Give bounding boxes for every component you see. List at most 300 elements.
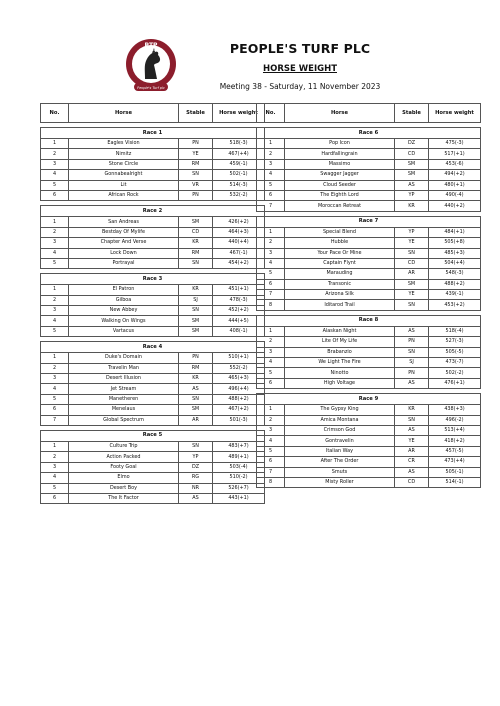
header-weight: Horse weight bbox=[429, 104, 481, 123]
cell-stable: SN bbox=[179, 170, 213, 180]
cell-stable: SM bbox=[395, 159, 429, 169]
cell-weight: 505(+8) bbox=[429, 238, 481, 248]
cell-weight: 484(+1) bbox=[429, 227, 481, 237]
svg-text:EST. 2000: EST. 2000 bbox=[146, 50, 156, 52]
cell-weight: 514(-3) bbox=[213, 180, 265, 190]
table-row bbox=[41, 227, 265, 237]
cell-horse: Gilboa bbox=[69, 295, 179, 305]
cell-no: 8 bbox=[257, 300, 285, 310]
cell-horse: Pop Icon bbox=[285, 139, 395, 149]
cell-no: 4 bbox=[41, 248, 69, 258]
cell-no: 3 bbox=[257, 248, 285, 258]
cell-weight: 453(-6) bbox=[429, 159, 481, 169]
cell-no: 8 bbox=[257, 477, 285, 487]
cell-weight: 408(-1) bbox=[213, 326, 265, 336]
ptp-logo bbox=[124, 38, 178, 96]
cell-horse: Crimson God bbox=[285, 425, 395, 435]
cell-weight: 514(-1) bbox=[429, 477, 481, 487]
cell-weight: 467(+4) bbox=[213, 149, 265, 159]
cell-no: 5 bbox=[257, 269, 285, 279]
cell-horse: Duke's Domain bbox=[69, 353, 179, 363]
cell-stable: PN bbox=[179, 139, 213, 149]
cell-weight: 526(+7) bbox=[213, 483, 265, 493]
header-stable: Stable bbox=[395, 104, 429, 123]
cell-horse: Lit bbox=[69, 180, 179, 190]
cell-horse: Walking On Wings bbox=[69, 316, 179, 326]
meeting-info: Meeting 38 - Saturday, 11 November 2023 bbox=[219, 82, 381, 91]
cell-weight: 467(+2) bbox=[213, 405, 265, 415]
cell-no: 2 bbox=[41, 295, 69, 305]
table-row bbox=[257, 368, 481, 378]
race-header-row bbox=[257, 394, 481, 405]
header-weight: Horse weight bbox=[213, 104, 265, 123]
table-row bbox=[257, 358, 481, 368]
cell-weight: 488(+2) bbox=[429, 279, 481, 289]
cell-horse: Arizona Silk bbox=[285, 290, 395, 300]
cell-no: 1 bbox=[41, 139, 69, 149]
cell-horse: Jet Stream bbox=[69, 384, 179, 394]
cell-stable: SM bbox=[179, 316, 213, 326]
table-row bbox=[257, 477, 481, 487]
cell-stable: PN bbox=[179, 353, 213, 363]
cell-weight: 418(+2) bbox=[429, 436, 481, 446]
cell-horse: Bestday Of Mylife bbox=[69, 227, 179, 237]
table-row bbox=[257, 139, 481, 149]
cell-no: 3 bbox=[257, 159, 285, 169]
cell-no: 1 bbox=[257, 139, 285, 149]
cell-no: 5 bbox=[41, 258, 69, 268]
cell-no: 3 bbox=[41, 238, 69, 248]
cell-stable: SN bbox=[395, 415, 429, 425]
cell-stable: YE bbox=[395, 436, 429, 446]
cell-no: 1 bbox=[257, 326, 285, 336]
cell-no: 6 bbox=[257, 279, 285, 289]
cell-stable: AR bbox=[395, 446, 429, 456]
cell-weight: 476(+1) bbox=[429, 378, 481, 388]
cell-horse: Gontravelin bbox=[285, 436, 395, 446]
cell-horse: Elmo bbox=[69, 473, 179, 483]
table-row bbox=[41, 295, 265, 305]
table-header-row bbox=[257, 104, 481, 123]
cell-stable: YP bbox=[395, 227, 429, 237]
race-title: Race 4 bbox=[41, 342, 265, 353]
cell-weight: 459(-1) bbox=[213, 159, 265, 169]
table-row bbox=[257, 415, 481, 425]
cell-stable: CD bbox=[179, 227, 213, 237]
cell-stable: AR bbox=[395, 269, 429, 279]
cell-stable: SN bbox=[179, 441, 213, 451]
cell-no: 4 bbox=[257, 170, 285, 180]
race-header-row bbox=[41, 206, 265, 217]
table-row bbox=[41, 441, 265, 451]
cell-horse: Iditarod Trail bbox=[285, 300, 395, 310]
cell-horse: Manetheren bbox=[69, 394, 179, 404]
cell-horse: Lite Of My Life bbox=[285, 337, 395, 347]
cell-weight: 532(-2) bbox=[213, 190, 265, 200]
cell-horse: Alaskan Night bbox=[285, 326, 395, 336]
cell-weight: 483(+7) bbox=[213, 441, 265, 451]
cell-no: 6 bbox=[41, 405, 69, 415]
cell-horse: Hardfallingrain bbox=[285, 149, 395, 159]
cell-stable: PN bbox=[395, 337, 429, 347]
cell-stable: KR bbox=[395, 201, 429, 211]
cell-weight: 548(-3) bbox=[429, 269, 481, 279]
cell-horse: High Voltage bbox=[285, 378, 395, 388]
cell-no: 2 bbox=[41, 227, 69, 237]
cell-weight: 501(-3) bbox=[213, 415, 265, 425]
cell-weight: 443(+1) bbox=[213, 493, 265, 503]
cell-weight: 438(+3) bbox=[429, 405, 481, 415]
cell-stable: YP bbox=[395, 190, 429, 200]
cell-stable: SM bbox=[179, 405, 213, 415]
table-row bbox=[257, 436, 481, 446]
cell-horse: Smuts bbox=[285, 467, 395, 477]
table-row bbox=[41, 483, 265, 493]
cell-stable: DZ bbox=[179, 462, 213, 472]
table-row bbox=[41, 493, 265, 503]
table-row bbox=[41, 149, 265, 159]
race-header-row bbox=[257, 128, 481, 139]
cell-horse: San Andreas bbox=[69, 217, 179, 227]
table-row bbox=[257, 378, 481, 388]
cell-stable: RM bbox=[179, 159, 213, 169]
cell-stable: SM bbox=[395, 170, 429, 180]
cell-no: 1 bbox=[41, 217, 69, 227]
cell-horse: African Rock bbox=[69, 190, 179, 200]
cell-weight: 480(+1) bbox=[429, 180, 481, 190]
cell-no: 5 bbox=[41, 326, 69, 336]
cell-stable: SN bbox=[179, 394, 213, 404]
cell-horse: El Patron bbox=[69, 285, 179, 295]
table-row bbox=[257, 201, 481, 211]
race-header-row bbox=[41, 430, 265, 441]
cell-horse: Marauding bbox=[285, 269, 395, 279]
table-row bbox=[41, 238, 265, 248]
cell-no: 3 bbox=[41, 462, 69, 472]
header-no: No. bbox=[257, 104, 285, 123]
cell-horse: Cloud Seeder bbox=[285, 180, 395, 190]
table-row bbox=[257, 347, 481, 357]
cell-stable: KR bbox=[179, 285, 213, 295]
table-row bbox=[257, 337, 481, 347]
cell-stable: SJ bbox=[179, 295, 213, 305]
cell-stable: CD bbox=[395, 149, 429, 159]
cell-weight: 426(+2) bbox=[213, 217, 265, 227]
cell-stable: SJ bbox=[395, 358, 429, 368]
cell-horse: The Eighth Lord bbox=[285, 190, 395, 200]
cell-weight: 527(-3) bbox=[429, 337, 481, 347]
table-row bbox=[41, 473, 265, 483]
table-row bbox=[41, 285, 265, 295]
cell-weight: 504(+4) bbox=[429, 258, 481, 268]
cell-stable: SN bbox=[395, 300, 429, 310]
cell-no: 3 bbox=[41, 306, 69, 316]
table-row bbox=[257, 326, 481, 336]
cell-weight: 485(+3) bbox=[429, 248, 481, 258]
race-title: Race 9 bbox=[257, 394, 481, 405]
cell-no: 2 bbox=[41, 363, 69, 373]
cell-horse: Menelaus bbox=[69, 405, 179, 415]
cell-weight: 457(-5) bbox=[429, 446, 481, 456]
cell-no: 7 bbox=[257, 290, 285, 300]
cell-horse: After The Order bbox=[285, 457, 395, 467]
cell-no: 3 bbox=[257, 347, 285, 357]
cell-horse: Gonnabealright bbox=[69, 170, 179, 180]
race-header-row bbox=[41, 128, 265, 139]
cell-horse: Footy Goal bbox=[69, 462, 179, 472]
race-title: Race 8 bbox=[257, 315, 481, 326]
cell-weight: 496(+4) bbox=[213, 384, 265, 394]
cell-weight: 440(+4) bbox=[213, 238, 265, 248]
cell-weight: 452(+2) bbox=[213, 306, 265, 316]
right-weight-table bbox=[256, 103, 481, 488]
cell-horse: Stone Circle bbox=[69, 159, 179, 169]
table-row bbox=[41, 384, 265, 394]
cell-stable: CD bbox=[395, 258, 429, 268]
cell-stable: PN bbox=[395, 368, 429, 378]
table-row bbox=[257, 279, 481, 289]
cell-weight: 464(+3) bbox=[213, 227, 265, 237]
cell-stable: CD bbox=[395, 477, 429, 487]
table-row bbox=[41, 363, 265, 373]
right-table-body bbox=[257, 123, 481, 488]
cell-stable: YP bbox=[179, 452, 213, 462]
cell-stable: DZ bbox=[395, 139, 429, 149]
table-row bbox=[257, 238, 481, 248]
cell-stable: CR bbox=[395, 457, 429, 467]
cell-horse: Misty Roller bbox=[285, 477, 395, 487]
race-title: Race 1 bbox=[41, 128, 265, 139]
table-row bbox=[41, 190, 265, 200]
table-row bbox=[41, 452, 265, 462]
race-header-row bbox=[257, 216, 481, 227]
cell-no: 6 bbox=[257, 378, 285, 388]
page-header bbox=[0, 0, 500, 100]
cell-no: 4 bbox=[257, 436, 285, 446]
cell-horse: We Light The Fire bbox=[285, 358, 395, 368]
race-title: Race 7 bbox=[257, 216, 481, 227]
cell-weight: 444(+5) bbox=[213, 316, 265, 326]
cell-no: 2 bbox=[41, 452, 69, 462]
cell-weight: 502(-2) bbox=[429, 368, 481, 378]
cell-weight: 518(-4) bbox=[429, 326, 481, 336]
cell-no: 6 bbox=[257, 190, 285, 200]
cell-stable: YE bbox=[395, 290, 429, 300]
cell-no: 5 bbox=[41, 483, 69, 493]
table-row bbox=[41, 248, 265, 258]
table-row bbox=[41, 394, 265, 404]
cell-horse: Captain Flynt bbox=[285, 258, 395, 268]
cell-stable: AS bbox=[395, 378, 429, 388]
cell-weight: 475(-3) bbox=[429, 139, 481, 149]
table-row bbox=[41, 306, 265, 316]
cell-horse: Hubble bbox=[285, 238, 395, 248]
table-row bbox=[257, 149, 481, 159]
cell-no: 1 bbox=[257, 227, 285, 237]
cell-no: 4 bbox=[41, 316, 69, 326]
race-title: Race 2 bbox=[41, 206, 265, 217]
cell-no: 2 bbox=[257, 415, 285, 425]
race-header-row bbox=[257, 315, 481, 326]
table-row bbox=[257, 300, 481, 310]
cell-stable: SM bbox=[179, 326, 213, 336]
cell-no: 6 bbox=[257, 457, 285, 467]
cell-weight: 478(-3) bbox=[213, 295, 265, 305]
cell-no: 5 bbox=[41, 180, 69, 190]
cell-stable: YE bbox=[395, 238, 429, 248]
table-row bbox=[257, 248, 481, 258]
table-row bbox=[41, 180, 265, 190]
cell-horse: Travelin Man bbox=[69, 363, 179, 373]
table-row bbox=[41, 170, 265, 180]
cell-weight: 439(-1) bbox=[429, 290, 481, 300]
race-title: Race 5 bbox=[41, 430, 265, 441]
cell-stable: SN bbox=[179, 306, 213, 316]
cell-horse: Chapter And Verse bbox=[69, 238, 179, 248]
cell-stable: AS bbox=[395, 326, 429, 336]
cell-weight: 453(+2) bbox=[429, 300, 481, 310]
left-table-body bbox=[41, 123, 265, 504]
cell-stable: SN bbox=[395, 347, 429, 357]
cell-stable: AS bbox=[179, 493, 213, 503]
table-row bbox=[257, 170, 481, 180]
cell-stable: RG bbox=[179, 473, 213, 483]
cell-weight: 440(+2) bbox=[429, 201, 481, 211]
cell-weight: 473(+4) bbox=[429, 457, 481, 467]
cell-horse: Swagger Jagger bbox=[285, 170, 395, 180]
cell-stable: KR bbox=[179, 238, 213, 248]
cell-stable: AS bbox=[179, 384, 213, 394]
left-weight-table bbox=[40, 103, 265, 504]
cell-horse: Culture Trip bbox=[69, 441, 179, 451]
cell-weight: 503(-4) bbox=[213, 462, 265, 472]
cell-no: 5 bbox=[41, 394, 69, 404]
cell-horse: Eagles Vision bbox=[69, 139, 179, 149]
cell-stable: AR bbox=[179, 415, 213, 425]
cell-weight: 490(-4) bbox=[429, 190, 481, 200]
table-row bbox=[257, 159, 481, 169]
cell-horse: Massimo bbox=[285, 159, 395, 169]
table-row bbox=[41, 374, 265, 384]
cell-horse: Nimitz bbox=[69, 149, 179, 159]
cell-horse: Desert Boy bbox=[69, 483, 179, 493]
table-row bbox=[257, 227, 481, 237]
table-row bbox=[257, 290, 481, 300]
table-row bbox=[257, 405, 481, 415]
cell-no: 5 bbox=[257, 180, 285, 190]
cell-horse: Global Spectrum bbox=[69, 415, 179, 425]
table-row bbox=[41, 353, 265, 363]
cell-no: 4 bbox=[257, 258, 285, 268]
cell-horse: Lock Down bbox=[69, 248, 179, 258]
cell-stable: NR bbox=[179, 483, 213, 493]
cell-weight: 513(+4) bbox=[429, 425, 481, 435]
cell-no: 1 bbox=[41, 441, 69, 451]
table-header-row bbox=[41, 104, 265, 123]
table-row bbox=[41, 139, 265, 149]
table-row bbox=[41, 316, 265, 326]
table-row bbox=[41, 326, 265, 336]
cell-stable: SN bbox=[179, 258, 213, 268]
page-subtitle: HORSE WEIGHT bbox=[262, 64, 337, 74]
cell-weight: 505(-1) bbox=[429, 467, 481, 477]
table-row bbox=[257, 190, 481, 200]
table-row bbox=[41, 405, 265, 415]
cell-horse: Action Packed bbox=[69, 452, 179, 462]
cell-weight: 473(-7) bbox=[429, 358, 481, 368]
cell-horse: The Gypsy King bbox=[285, 405, 395, 415]
race-title: Race 3 bbox=[41, 274, 265, 285]
cell-horse: Moroccan Retreat bbox=[285, 201, 395, 211]
table-row bbox=[41, 258, 265, 268]
table-row bbox=[257, 269, 481, 279]
cell-stable: YE bbox=[179, 149, 213, 159]
header-horse: Horse bbox=[285, 104, 395, 123]
cell-no: 1 bbox=[41, 353, 69, 363]
cell-weight: 489(+1) bbox=[213, 452, 265, 462]
cell-no: 2 bbox=[257, 149, 285, 159]
cell-no: 7 bbox=[257, 201, 285, 211]
table-row bbox=[41, 415, 265, 425]
table-row bbox=[257, 425, 481, 435]
cell-weight: 488(+2) bbox=[213, 394, 265, 404]
cell-horse: Special Blend bbox=[285, 227, 395, 237]
cell-stable: PN bbox=[179, 190, 213, 200]
cell-weight: 496(-2) bbox=[429, 415, 481, 425]
header-horse: Horse bbox=[69, 104, 179, 123]
table-row bbox=[41, 159, 265, 169]
cell-stable: AS bbox=[395, 425, 429, 435]
cell-horse: Italian Way bbox=[285, 446, 395, 456]
cell-stable: KR bbox=[179, 374, 213, 384]
cell-weight: 510(-2) bbox=[213, 473, 265, 483]
cell-weight: 518(-3) bbox=[213, 139, 265, 149]
cell-stable: VR bbox=[179, 180, 213, 190]
cell-no: 6 bbox=[41, 493, 69, 503]
cell-no: 2 bbox=[41, 149, 69, 159]
cell-weight: 517(+1) bbox=[429, 149, 481, 159]
right-column bbox=[256, 103, 480, 488]
table-row bbox=[257, 457, 481, 467]
cell-stable: RM bbox=[179, 248, 213, 258]
cell-no: 4 bbox=[41, 170, 69, 180]
table-row bbox=[257, 446, 481, 456]
cell-weight: 552(-2) bbox=[213, 363, 265, 373]
cell-horse: Amica Montana bbox=[285, 415, 395, 425]
cell-no: 3 bbox=[257, 425, 285, 435]
table-row bbox=[257, 467, 481, 477]
cell-horse: The It Factor bbox=[69, 493, 179, 503]
table-row bbox=[257, 180, 481, 190]
cell-stable: RM bbox=[179, 363, 213, 373]
cell-stable: SM bbox=[179, 217, 213, 227]
cell-weight: 454(+2) bbox=[213, 258, 265, 268]
page-title: PEOPLE'S TURF PLC bbox=[229, 41, 371, 56]
cell-weight: 465(+3) bbox=[213, 374, 265, 384]
header-no: No. bbox=[41, 104, 69, 123]
cell-no: 4 bbox=[41, 384, 69, 394]
svg-text:PTP: PTP bbox=[144, 42, 158, 49]
cell-horse: Your Pace Or Mine bbox=[285, 248, 395, 258]
cell-horse: Ninotto bbox=[285, 368, 395, 378]
cell-stable: SM bbox=[395, 279, 429, 289]
cell-no: 7 bbox=[257, 467, 285, 477]
cell-no: 5 bbox=[257, 368, 285, 378]
cell-no: 5 bbox=[257, 446, 285, 456]
cell-no: 4 bbox=[41, 473, 69, 483]
cell-stable: KR bbox=[395, 405, 429, 415]
cell-horse: Desert Illusion bbox=[69, 374, 179, 384]
